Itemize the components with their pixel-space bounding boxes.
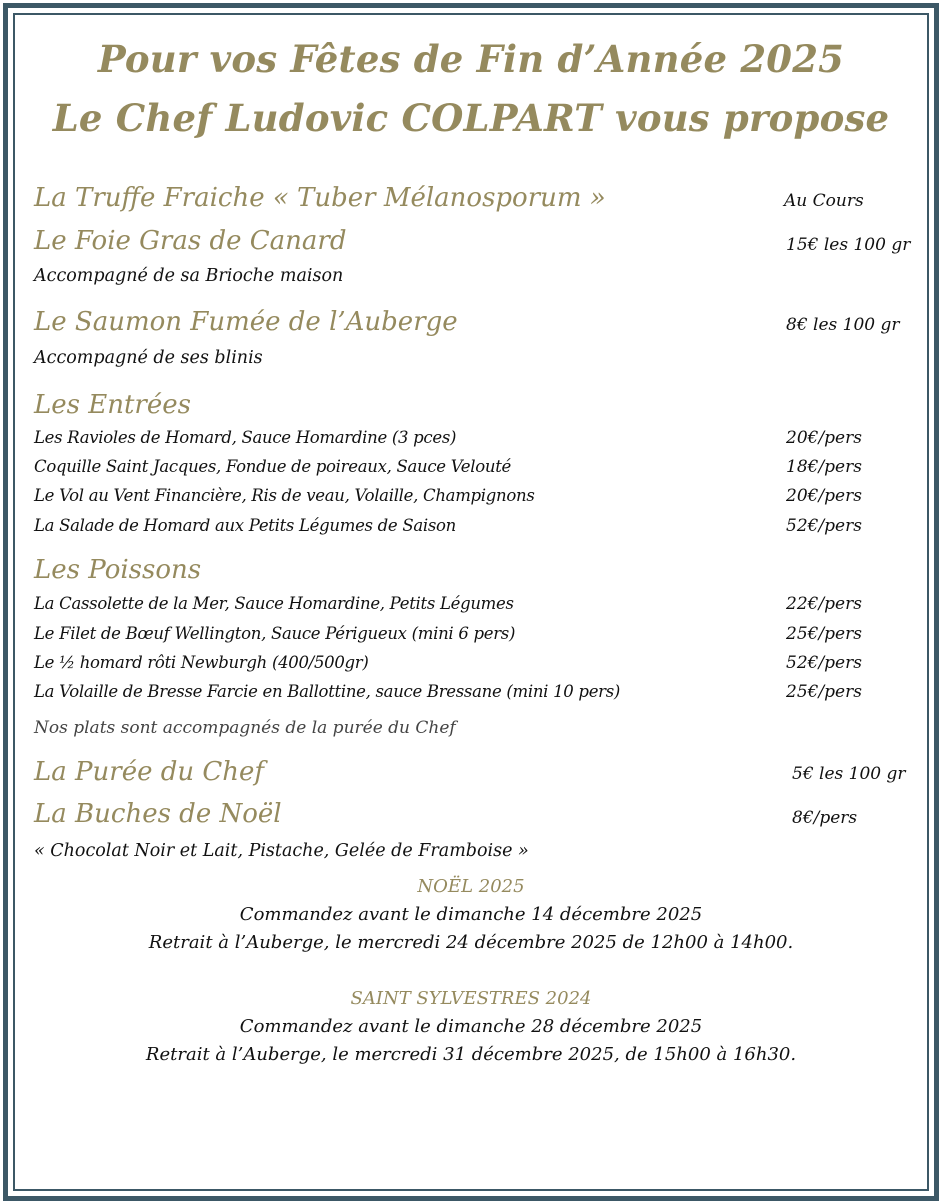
special-saumon-desc: Accompagné de ses blinis [34, 348, 263, 368]
poisson-price: 25€/pers [786, 682, 862, 702]
special-saumon-price: 8€ les 100 gr [786, 315, 900, 335]
noel-order-deadline: Commandez avant le dimanche 14 décembre 2025 [239, 904, 703, 925]
poisson-item: La Cassolette de la Mer, Sauce Homardine, Petits Légumes [34, 594, 514, 613]
entrees-heading: Les Entrées [34, 390, 191, 420]
entree-item: La Salade de Homard aux Petits Légumes de Saison [34, 516, 456, 535]
poisson-price: 22€/pers [786, 594, 862, 614]
special-saumon-name: Le Saumon Fumée de l’Auberge [34, 307, 458, 337]
buches-price: 8€/pers [792, 808, 858, 828]
sylvestre-heading: SAINT SYLVESTRES 2024 [350, 988, 592, 1009]
entree-item: Les Ravioles de Homard, Sauce Homardine (3 pces) [34, 428, 457, 447]
special-foie-gras-desc: Accompagné de sa Brioche maison [34, 266, 344, 286]
noel-heading: NOËL 2025 [417, 876, 525, 897]
buches-name: La Buches de Noël [34, 799, 282, 829]
poissons-heading: Les Poissons [34, 555, 202, 585]
special-truffe-name: La Truffe Fraiche « Tuber Mélanosporum » [34, 183, 606, 213]
sylvestre-order-deadline: Commandez avant le dimanche 28 décembre 2025 [239, 1016, 703, 1037]
entree-price: 20€/pers [786, 428, 862, 448]
entree-item: Coquille Saint Jacques, Fondue de poireaux, Sauce Velouté [34, 457, 511, 476]
title-line-1: Pour vos Fêtes de Fin d’Année 2025 [97, 37, 845, 81]
puree-name: La Purée du Chef [34, 757, 265, 787]
poisson-price: 25€/pers [786, 624, 862, 644]
puree-price: 5€ les 100 gr [792, 764, 906, 784]
entree-item: Le Vol au Vent Financière, Ris de veau, Volaille, Champignons [34, 486, 535, 505]
poisson-item: Le Filet de Bœuf Wellington, Sauce Périgueux (mini 6 pers) [34, 624, 516, 643]
special-foie-gras-price: 15€ les 100 gr [786, 235, 911, 255]
sylvestre-pickup: Retrait à l’Auberge, le mercredi 31 décembre 2025, de 15h00 à 16h30. [145, 1044, 797, 1065]
entree-price: 52€/pers [786, 516, 862, 536]
title-line-2: Le Chef Ludovic COLPART vous propose [52, 96, 890, 140]
poisson-price: 52€/pers [786, 653, 862, 673]
noel-pickup: Retrait à l’Auberge, le mercredi 24 décembre 2025 de 12h00 à 14h00. [148, 932, 794, 953]
entree-price: 18€/pers [786, 457, 862, 477]
buches-desc: « Chocolat Noir et Lait, Pistache, Gelée de Framboise » [34, 841, 529, 861]
poisson-item: Le ½ homard rôti Newburgh (400/500gr) [34, 653, 369, 672]
special-foie-gras-name: Le Foie Gras de Canard [34, 226, 347, 256]
special-truffe-price: Au Cours [784, 191, 864, 211]
poissons-note: Nos plats sont accompagnés de la purée du Chef [34, 718, 456, 738]
entree-price: 20€/pers [786, 486, 862, 506]
poisson-item: La Volaille de Bresse Farcie en Ballottine, sauce Bressane (mini 10 pers) [34, 682, 621, 701]
